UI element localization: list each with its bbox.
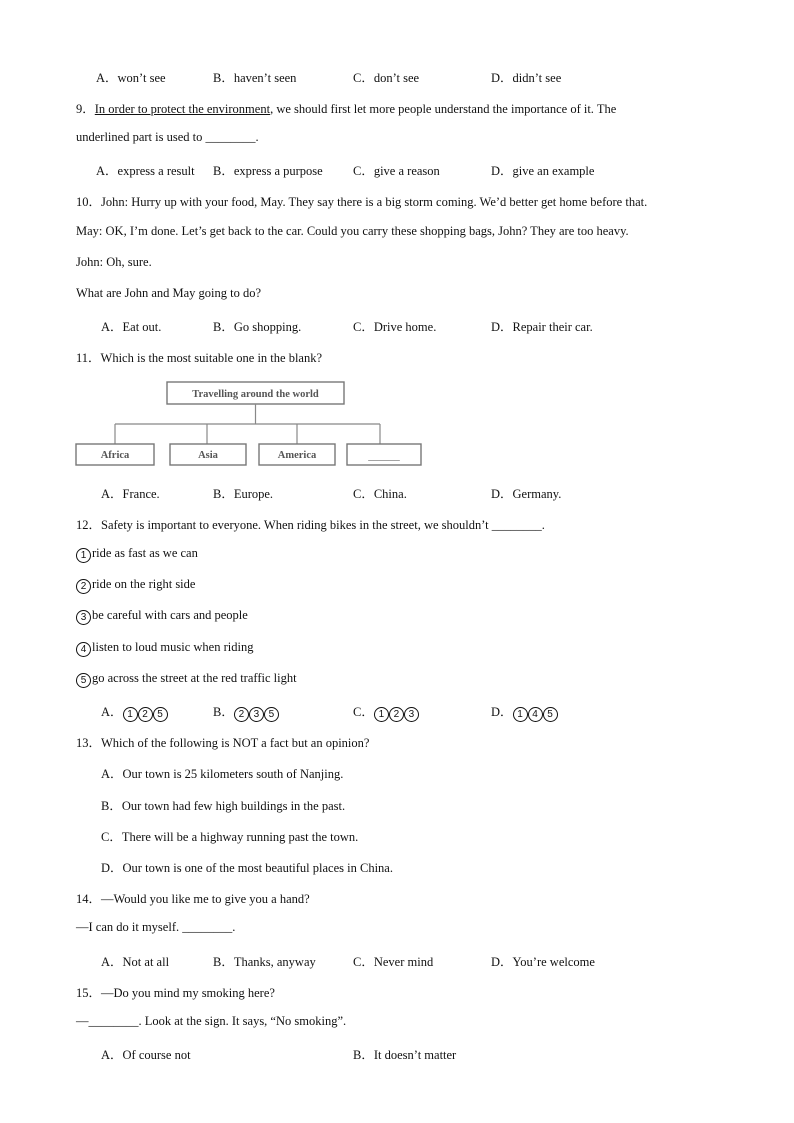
diagram-root-label: Travelling around the world — [192, 389, 319, 400]
q11-option-d: D．Germany. — [491, 487, 562, 501]
q9-number: 9． — [76, 102, 95, 116]
option-letter: D． — [491, 705, 513, 719]
q12-item-text: go across the street at the red traffic light — [92, 671, 297, 685]
q11-option-b: B．Europe. — [213, 487, 274, 501]
option-letter: B． — [213, 705, 234, 719]
q14-option-a: A．Not at all — [101, 955, 170, 969]
circled-number: 3 — [249, 707, 264, 722]
q9-stem — [76, 99, 616, 117]
q12-item-text: listen to loud music when riding — [92, 640, 254, 654]
q13-option-c: C．There will be a highway running past the town. — [101, 830, 359, 844]
circled-number: 5 — [264, 707, 279, 722]
q9-option-d: D．give an example — [491, 164, 595, 178]
circled-number: 1 — [513, 707, 528, 722]
q14-option-d: D．You’re welcome — [491, 955, 595, 969]
circled-number: 5 — [543, 707, 558, 722]
q9-underlined-part: In order to protect the environment — [94, 102, 271, 116]
q8-option-c: C．don’t see — [353, 71, 420, 85]
q10-option-d: D．Repair their car. — [491, 320, 593, 334]
circled-number: 4 — [528, 707, 543, 722]
q13-option-d: D．Our town is one of the most beautiful places in China. — [101, 861, 393, 875]
q13-option-a: A．Our town is 25 kilometers south of Nanjing. — [101, 767, 344, 781]
q14-stem: 14．—Would you like me to give you a hand? — [76, 892, 310, 906]
option-letter: A． — [101, 705, 123, 719]
q13-option-b: B．Our town had few high buildings in the past. — [101, 799, 346, 813]
q9-stem-rest: , we should first let more people understand the importance of it. The — [270, 102, 617, 116]
q10-option-c: C．Drive home. — [353, 320, 437, 334]
diagram-child-africa: Africa — [100, 450, 130, 461]
q11-option-a: A．France. — [101, 487, 160, 501]
circled-number-3: 3 — [76, 610, 91, 625]
q11-option-c: C．China. — [353, 487, 407, 501]
option-letter: C． — [353, 705, 374, 719]
q12-option-c — [353, 702, 419, 722]
q12-item-1 — [76, 546, 198, 563]
q12-item-text: ride as fast as we can — [92, 546, 198, 560]
q12-item-text: be careful with cars and people — [92, 608, 248, 622]
q12-item-2 — [76, 577, 195, 594]
q12-item-3 — [76, 608, 248, 625]
q10-option-a: A．Eat out. — [101, 320, 162, 334]
q9-option-b: B．express a purpose — [213, 164, 323, 178]
q12-stem: 12．Safety is important to everyone. When riding bikes in the street, we shouldn’t ________. — [76, 518, 545, 532]
circled-number: 1 — [123, 707, 138, 722]
q15-option-a: A．Of course not — [101, 1048, 191, 1062]
q15-reply: —________. Look at the sign. It says, “No smoking”. — [76, 1014, 347, 1028]
q12-option-a — [101, 702, 168, 722]
diagram-child-asia: Asia — [198, 450, 218, 461]
circled-number: 5 — [153, 707, 168, 722]
q9-option-a: A．express a result — [96, 164, 195, 178]
diagram-child-america: America — [277, 450, 317, 461]
q13-stem: 13．Which of the following is NOT a fact but an opinion? — [76, 736, 370, 750]
circled-number-1: 1 — [76, 548, 91, 563]
q15-stem: 15．—Do you mind my smoking here? — [76, 986, 275, 1000]
q8-option-a: A．won’t see — [96, 71, 166, 85]
q11-tree-diagram — [75, 380, 425, 468]
diagram-child-blank: ______ — [368, 451, 400, 462]
q14-option-c: C．Never mind — [353, 955, 434, 969]
circled-number-4: 4 — [76, 642, 91, 657]
q10-option-b: B．Go shopping. — [213, 320, 302, 334]
circled-number: 2 — [138, 707, 153, 722]
circled-number: 2 — [234, 707, 249, 722]
q8-option-d: D．didn’t see — [491, 71, 562, 85]
q10-dialogue-line3: John: Oh, sure. — [76, 255, 152, 269]
q14-option-b: B．Thanks, anyway — [213, 955, 316, 969]
q12-item-4 — [76, 640, 253, 657]
q8-option-b: B．haven’t seen — [213, 71, 297, 85]
q10-dialogue-line1: 10．John: Hurry up with your food, May. They say there is a big storm coming. We’d better get home before that. — [76, 195, 648, 209]
q9-stem-line2: underlined part is used to ________. — [76, 130, 259, 144]
q11-stem: 11．Which is the most suitable one in the blank? — [76, 351, 323, 365]
q15-option-b: B．It doesn’t matter — [353, 1048, 457, 1062]
circled-number-5: 5 — [76, 673, 91, 688]
q12-item-text: ride on the right side — [92, 577, 196, 591]
q9-option-c: C．give a reason — [353, 164, 440, 178]
q10-question: What are John and May going to do? — [76, 286, 262, 300]
circled-number: 3 — [404, 707, 419, 722]
circled-number: 2 — [389, 707, 404, 722]
q10-dialogue-line2: May: OK, I’m done. Let’s get back to the car. Could you carry these shopping bags, John? They are too heavy. — [76, 224, 629, 238]
q12-item-5 — [76, 671, 297, 688]
q14-reply: —I can do it myself. ________. — [76, 920, 236, 934]
q12-option-d — [491, 702, 558, 722]
q12-option-b — [213, 702, 279, 722]
circled-number-2: 2 — [76, 579, 91, 594]
circled-number: 1 — [374, 707, 389, 722]
